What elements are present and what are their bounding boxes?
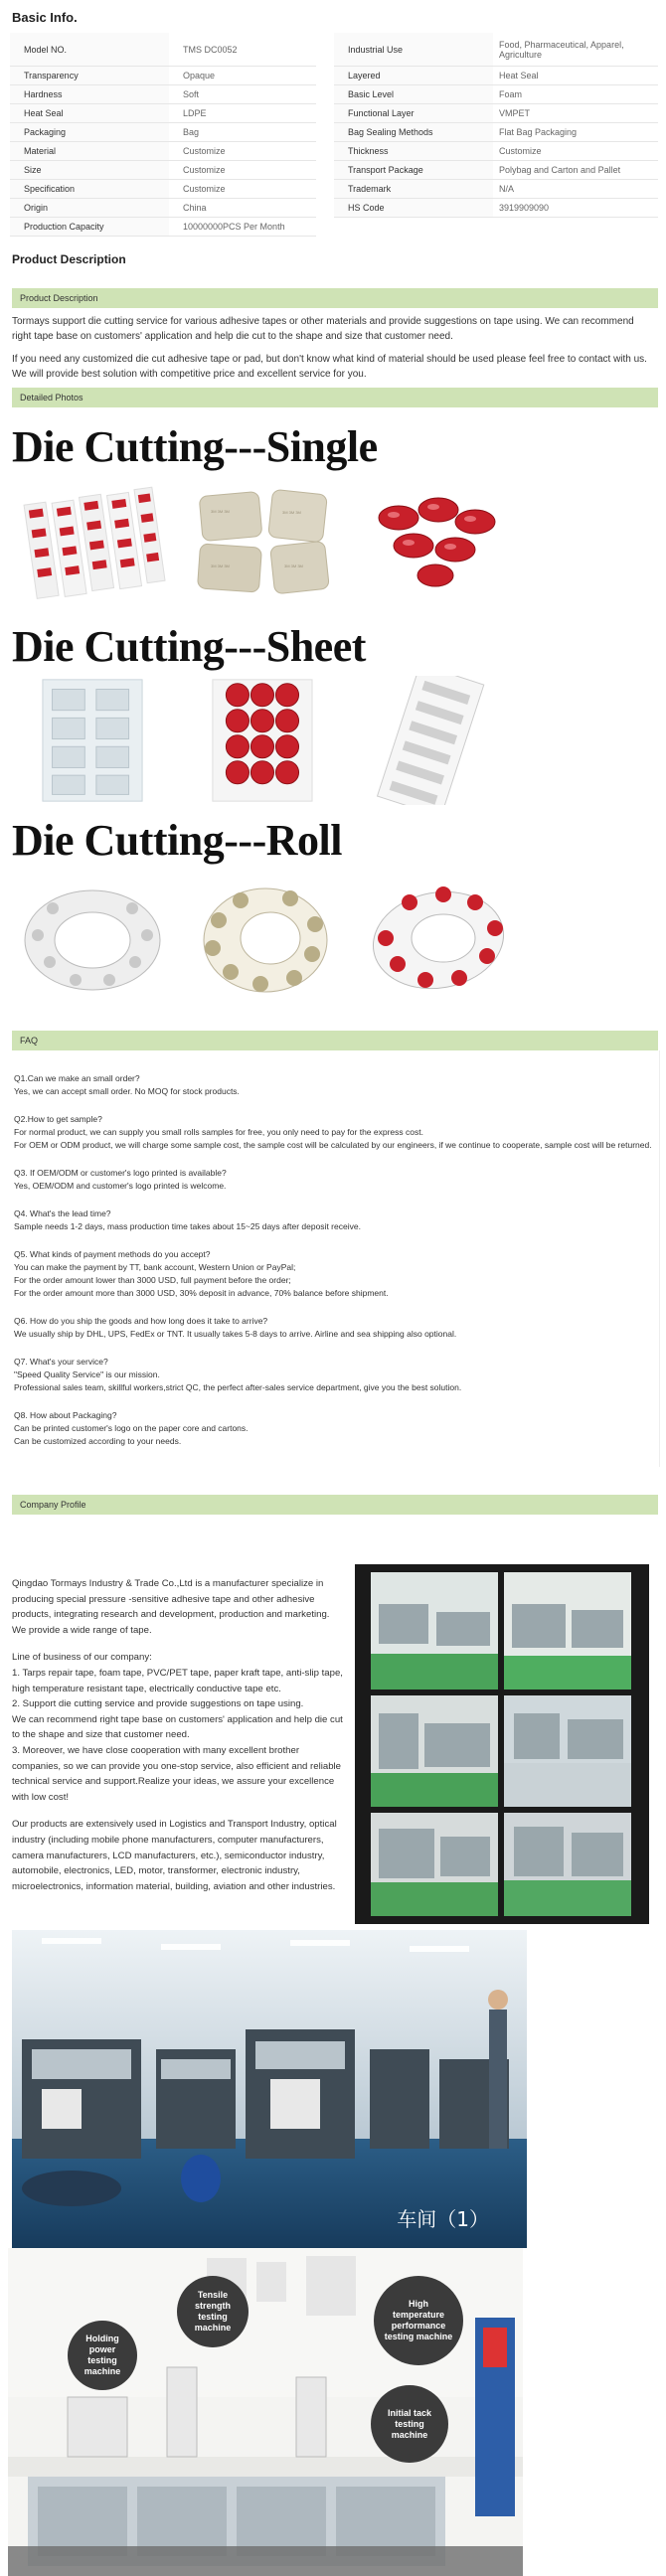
spec-row xyxy=(10,33,658,67)
lab-equipment-photo xyxy=(8,2248,523,2576)
die-cutting-sheet-title: Die Cutting---Sheet xyxy=(12,622,366,671)
spec-value: Foam xyxy=(493,85,658,104)
spec-gap xyxy=(316,104,334,123)
spec-table xyxy=(10,33,658,237)
product-description-bar: Product Description xyxy=(12,288,658,308)
spec-gap xyxy=(316,180,334,199)
company-intro: Qingdao Tormays Industry & Trade Co.,Ltd is a manufacturer specialize in producing special pressure -sensitive adhesive tape and other adhesive products, integrating research and development, production and marketing. We provide a wide range of tape. xyxy=(12,1578,330,1636)
spec-value: TMS DC0052 xyxy=(169,33,316,67)
spec-value: Flat Bag Packaging xyxy=(493,123,658,142)
spec-row xyxy=(10,67,658,85)
spec-row xyxy=(10,104,658,123)
spec-gap xyxy=(316,218,334,237)
spec-gap xyxy=(316,161,334,180)
die-cutting-roll-section xyxy=(10,815,656,1005)
single-beige-pads-image xyxy=(191,478,340,607)
faq-item: Q5. What kinds of payment methods do you accept? You can make the payment by TT, bank account, Western Union or PayPal; For the order amount lower than 3000 USD, full payment before the order; For the order amount more than 3000 USD, 30% deposit in advance, 70% balance before shipment. xyxy=(14,1249,389,1298)
die-cutting-single-title: Die Cutting---Single xyxy=(12,422,378,471)
single-red-dots-image xyxy=(364,478,513,607)
spec-label: Hardness xyxy=(10,85,169,104)
faq-item: Q8. How about Packaging? Can be printed customer's logo on the paper core and cartons. Can be customized according to your needs. xyxy=(14,1410,249,1446)
faq-item: Q3. If OEM/ODM or customer's logo printed is available? Yes, OEM/ODM and customer's logo printed is welcome. xyxy=(14,1168,227,1191)
spec-label: Model NO. xyxy=(10,33,169,67)
spec-gap xyxy=(316,85,334,104)
factory-collage-image xyxy=(355,1564,649,1924)
spec-label: Layered xyxy=(334,67,493,85)
spec-label: Functional Layer xyxy=(334,104,493,123)
description-para-2: If you need any customized die cut adhesive tape or pad, but don't know what kind of material should be used please feel free to contact with us. We will provide best solution with competitive price and excellent service for you. xyxy=(12,354,647,380)
spec-row xyxy=(10,142,658,161)
svg-text:3M 3M 3M: 3M 3M 3M xyxy=(211,564,230,568)
spec-value: Opaque xyxy=(169,67,316,85)
spec-value: Customize xyxy=(169,142,316,161)
spec-value: Polybag and Carton and Pallet xyxy=(493,161,658,180)
spec-label: Heat Seal xyxy=(10,104,169,123)
spec-label: HS Code xyxy=(334,199,493,218)
single-strips-image xyxy=(18,478,167,607)
spec-value: N/A xyxy=(493,180,658,199)
workshop-photo xyxy=(12,1930,527,2248)
spec-label: Size xyxy=(10,161,169,180)
spec-value: Heat Seal xyxy=(493,67,658,85)
spec-label: Production Capacity xyxy=(10,218,169,237)
bubble-tensile-strength: Tensile strength testing machine xyxy=(177,2276,249,2347)
faq-item: Q7. What's your service? "Speed Quality Service" is our mission. Professional sales team, skillful workers,strict QC, the perfect after-sales service department, give you the best solution. xyxy=(14,1357,462,1392)
spec-gap xyxy=(316,199,334,218)
spec-label: Origin xyxy=(10,199,169,218)
faq-item: Q6. How do you ship the goods and how long does it take to arrive? We usually ship by DHL, UPS, FedEx or TNT. It usually takes 5-8 days to arrive. Airline and sea shipping also optional. xyxy=(14,1316,457,1339)
die-cutting-roll-title: Die Cutting---Roll xyxy=(12,816,342,865)
roll-beige-image xyxy=(191,876,340,1005)
spec-value: Bag xyxy=(169,123,316,142)
spec-row xyxy=(10,123,658,142)
spec-empty xyxy=(493,218,658,237)
bubble-holding-power: Holding power testing machine xyxy=(68,2321,137,2390)
bubble-initial-tack: Initial tack testing machine xyxy=(371,2385,448,2463)
faq-list xyxy=(12,1050,660,1467)
spec-gap xyxy=(316,142,334,161)
spec-value: Customize xyxy=(169,180,316,199)
spec-row xyxy=(10,180,658,199)
faq-item: Q1.Can we make an small order? Yes, we can accept small order. No MOQ for stock products. xyxy=(14,1073,240,1096)
company-text xyxy=(12,1564,345,1924)
company-business: Line of business of our company: 1. Tarps repair tape, foam tape, PVC/PET tape, paper kraft tape, anti-slip tape, high temperature resistant tape, electrically conductive tape etc. 2. Support die cutting service and provide suggestions on tape using. We can recommend right tape base on customers' application and help die cut to the shape and size that customer need. 3. Moreover, we have close cooperation with many excellent brother companies, so we can provide you one-stop service, also efficient and reliable technical service and support.Realize your ideas, we assure your excellence with low cost! xyxy=(12,1652,343,1803)
sheet-clear-image xyxy=(18,676,167,805)
bubble-high-temperature: High temperature performance testing machine xyxy=(374,2276,463,2365)
company-industries: Our products are extensively used in Logistics and Transport Industry, optical industry (including mobile phone manufacturers, computer manufacturers, camera manufacturers, LCD manufacturers, etc.), semiconductor industry, automobile, electronics, LED, motor, transformer, electronic industry, microelectronics, information material, building, aviation and other industries. xyxy=(12,1819,337,1892)
sheet-red-circles-image xyxy=(187,676,336,805)
spec-value: Customize xyxy=(169,161,316,180)
die-cutting-sheet-section xyxy=(10,621,656,805)
detailed-photos-bar: Detailed Photos xyxy=(12,388,658,407)
spec-gap xyxy=(316,123,334,142)
svg-text:3M 3M 3M: 3M 3M 3M xyxy=(211,509,230,514)
spec-label: Basic Level xyxy=(334,85,493,104)
spec-label: Transport Package xyxy=(334,161,493,180)
die-cutting-single-section xyxy=(10,421,656,607)
spec-gap xyxy=(316,33,334,67)
spec-empty xyxy=(334,218,493,237)
spec-value: Food, Pharmaceutical, Apparel, Agriculture xyxy=(493,33,658,67)
spec-label: Trademark xyxy=(334,180,493,199)
svg-text:3M 3M 3M: 3M 3M 3M xyxy=(284,564,303,568)
spec-label: Bag Sealing Methods xyxy=(334,123,493,142)
faq-bar: FAQ xyxy=(12,1031,658,1050)
spec-label: Thickness xyxy=(334,142,493,161)
spec-gap xyxy=(316,67,334,85)
spec-row xyxy=(10,85,658,104)
spec-value: Soft xyxy=(169,85,316,104)
workshop-caption: 车间（1） xyxy=(397,2207,489,2231)
product-description-title: Product Description xyxy=(12,252,126,266)
spec-value: Customize xyxy=(493,142,658,161)
spec-value: 10000000PCS Per Month xyxy=(169,218,316,237)
company-profile xyxy=(12,1564,656,1924)
description-para-1: Tormays support die cutting service for various adhesive tapes or other materials and provide suggestions on tape using. We can recommend right tape base on customers' application and help die cut to the shape and size that customer need. xyxy=(12,316,634,342)
spec-label: Material xyxy=(10,142,169,161)
spec-label: Transparency xyxy=(10,67,169,85)
company-profile-bar: Company Profile xyxy=(12,1495,658,1515)
spec-value: 3919909090 xyxy=(493,199,658,218)
spec-row xyxy=(10,199,658,218)
roll-red-image xyxy=(364,876,513,1005)
spec-value: VMPET xyxy=(493,104,658,123)
roll-clear-image xyxy=(18,876,167,1005)
spec-label: Industrial Use xyxy=(334,33,493,67)
spec-row xyxy=(10,161,658,180)
faq-item: Q4. What's the lead time? Sample needs 1-2 days, mass production time takes about 15~25 days after deposit receive. xyxy=(14,1208,361,1231)
spec-value: China xyxy=(169,199,316,218)
spec-row xyxy=(10,218,658,237)
spec-label: Specification xyxy=(10,180,169,199)
spec-value: LDPE xyxy=(169,104,316,123)
sheet-white-strip-image xyxy=(356,676,505,805)
spec-label: Packaging xyxy=(10,123,169,142)
svg-text:3M 3M 3M: 3M 3M 3M xyxy=(282,510,301,515)
basic-info-title: Basic Info. xyxy=(12,10,78,25)
faq-item: Q2.How to get sample? For normal product, we can supply you small rolls samples for free, you only need to pay for the express cost. For OEM or ODM product, we will charge some sample cost, the sample cost will be calculated by our engineers, if we continue to cooperate, sample cost will be returned. xyxy=(14,1114,652,1150)
